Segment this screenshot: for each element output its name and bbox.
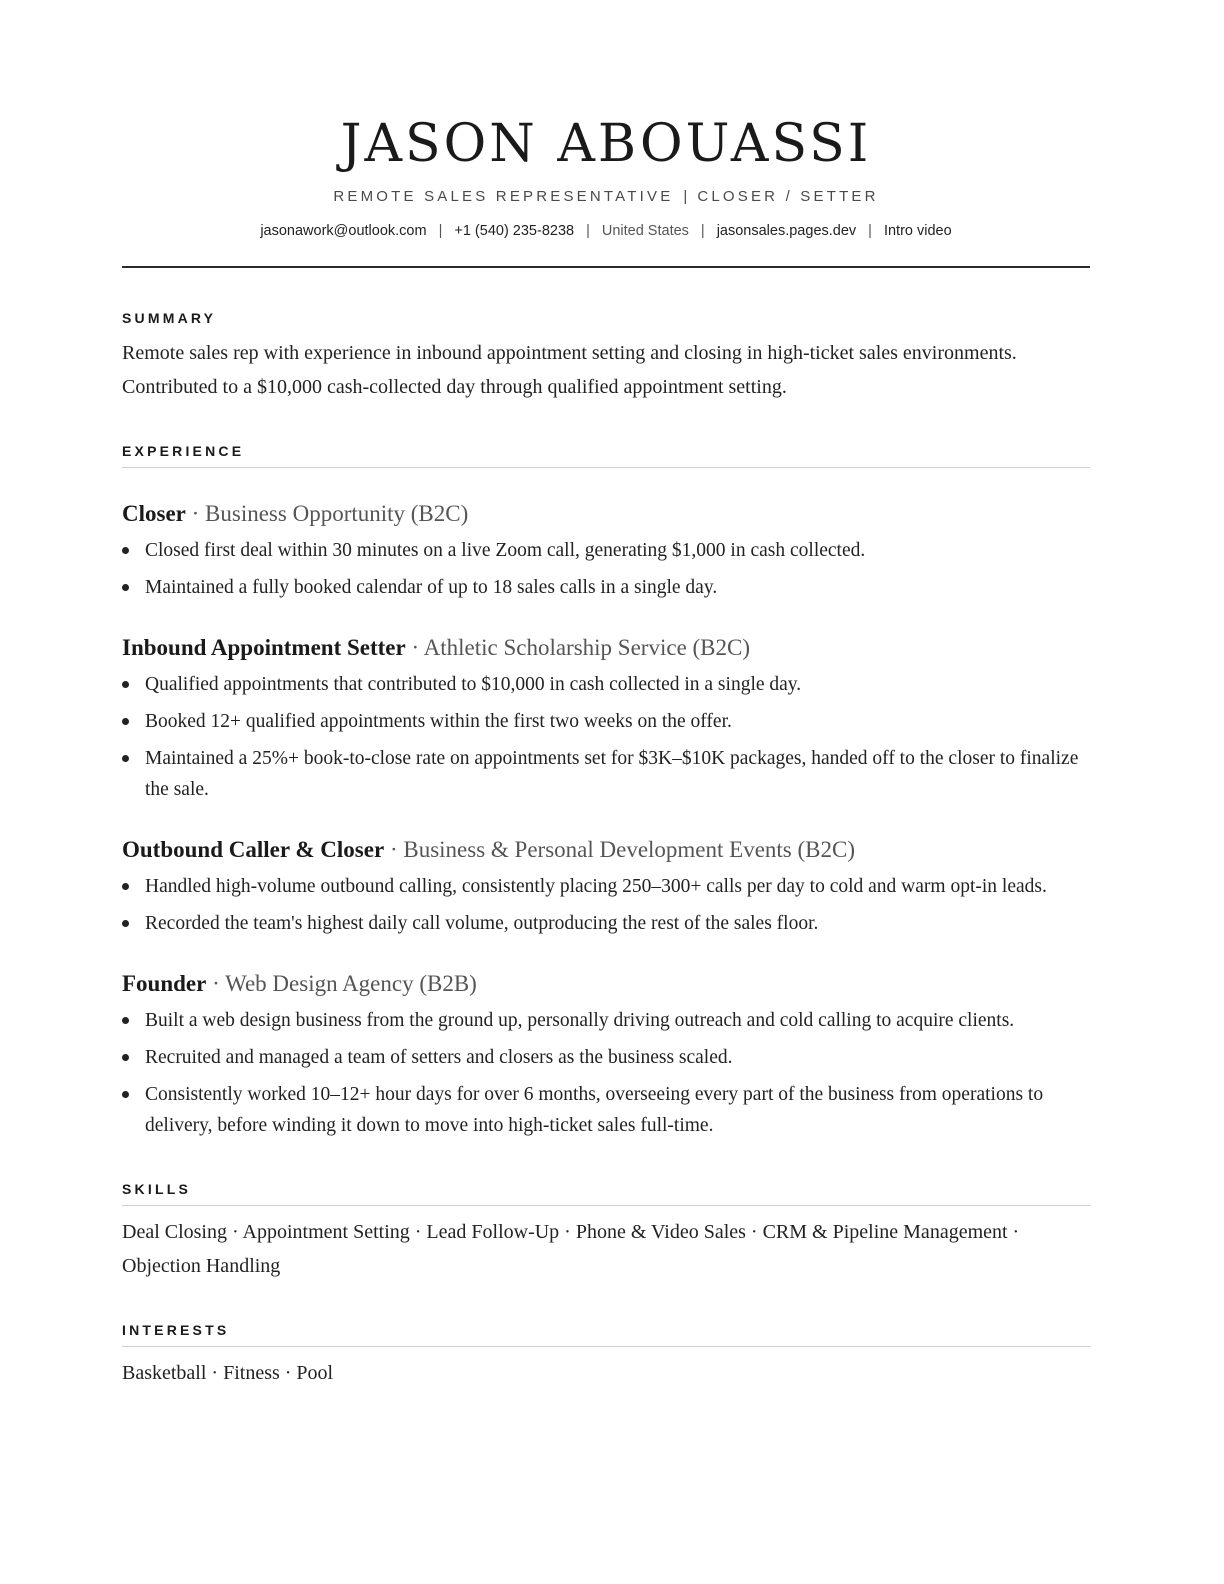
summary-text: Remote sales rep with experience in inbound appointment setting and closing in high-ticket sales environments. Contributed to a $10,000 cash-collected day through qualified appointment setting. [122,342,1017,398]
job-bullets-closer [122,535,1090,609]
job-role: Inbound Appointment Setter [122,635,406,660]
job-title-founder [122,969,1090,999]
contact-separator: | [868,223,872,239]
job-org: Athletic Scholarship Service (B2C) [423,635,751,660]
candidate-name: JASON ABOUASSI [340,114,872,174]
job-bullets-founder [122,1005,1090,1147]
location-text: United States [601,223,689,239]
phone-link[interactable]: +1 (540) 235-8238 [454,223,575,239]
list-item: Built a web design business from the ground up, personally driving outreach and cold calling to acquire clients. [122,1005,1090,1036]
experience-divider [122,467,1090,468]
job-separator: · [384,837,404,862]
list-item: Recorded the team's highest daily call volume, outproducing the rest of the sales floor. [122,908,1090,939]
job-org: Business Opportunity (B2C) [205,501,469,526]
job-separator: · [185,501,206,526]
job-separator: · [405,635,424,660]
website-link[interactable]: jasonsales.pages.dev [716,223,857,239]
job-bullets-appointment-setter [122,669,1090,811]
job-org: Business & Personal Development Events (B2C) [403,837,856,862]
tagline-separator: | [683,188,688,205]
job-title-appointment-setter [122,633,1090,663]
list-item: Maintained a fully booked calendar of up to 18 sales calls in a single day. [122,572,1090,603]
experience-heading: EXPERIENCE [122,443,245,459]
interests-divider [122,1346,1090,1347]
list-item: Consistently worked 10–12+ hour days for over 6 months, overseeing every part of the business from operations to delivery, before winding it down to move into high-ticket sales full-time. [122,1079,1090,1141]
contact-separator: | [700,223,705,239]
contact-line [122,220,1090,242]
job-bullets-outbound-caller [122,871,1090,945]
list-item: Handled high-volume outbound calling, consistently placing 250–300+ calls per day to cold and warm opt-in leads. [122,871,1090,902]
tagline [122,186,1090,208]
job-title-closer [122,499,1090,529]
job-org: Web Design Agency (B2B) [225,971,477,996]
job-role: Outbound Caller & Closer [122,837,385,862]
list-item: Qualified appointments that contributed to $10,000 in cash collected in a single day. [122,669,1090,700]
list-item: Booked 12+ qualified appointments within the first two weeks on the offer. [122,706,1090,737]
job-role: Founder [122,971,207,996]
list-item: Maintained a 25%+ book-to-close rate on appointments set for $3K–$10K packages, handed off to the closer to finalize the sale. [122,743,1090,805]
header-divider [122,266,1090,268]
list-item: Recruited and managed a team of setters and closers as the business scaled. [122,1042,1090,1073]
email-link[interactable]: jasonawork@outlook.com [260,223,427,239]
summary-heading: SUMMARY [122,310,217,326]
skills-divider [122,1205,1090,1206]
tagline-specialty: CLOSER / SETTER [697,188,879,205]
interests-heading: INTERESTS [122,1322,230,1338]
intro-video-link[interactable]: Intro video [883,223,952,239]
tagline-role: REMOTE SALES REPRESENTATIVE [333,188,674,205]
contact-separator: | [438,223,443,239]
interests-text: Basketball · Fitness · Pool [122,1362,334,1384]
contact-separator: | [586,223,590,239]
job-role: Closer [122,501,186,526]
skills-text: Deal Closing · Appointment Setting · Lead Follow-Up · Phone & Video Sales · CRM & Pipeline Management · Objection Handling [122,1221,1020,1277]
skills-heading: SKILLS [122,1181,191,1197]
job-title-outbound-caller [122,835,1090,865]
list-item: Closed first deal within 30 minutes on a live Zoom call, generating $1,000 in cash collected. [122,535,1090,566]
job-separator: · [206,971,226,996]
